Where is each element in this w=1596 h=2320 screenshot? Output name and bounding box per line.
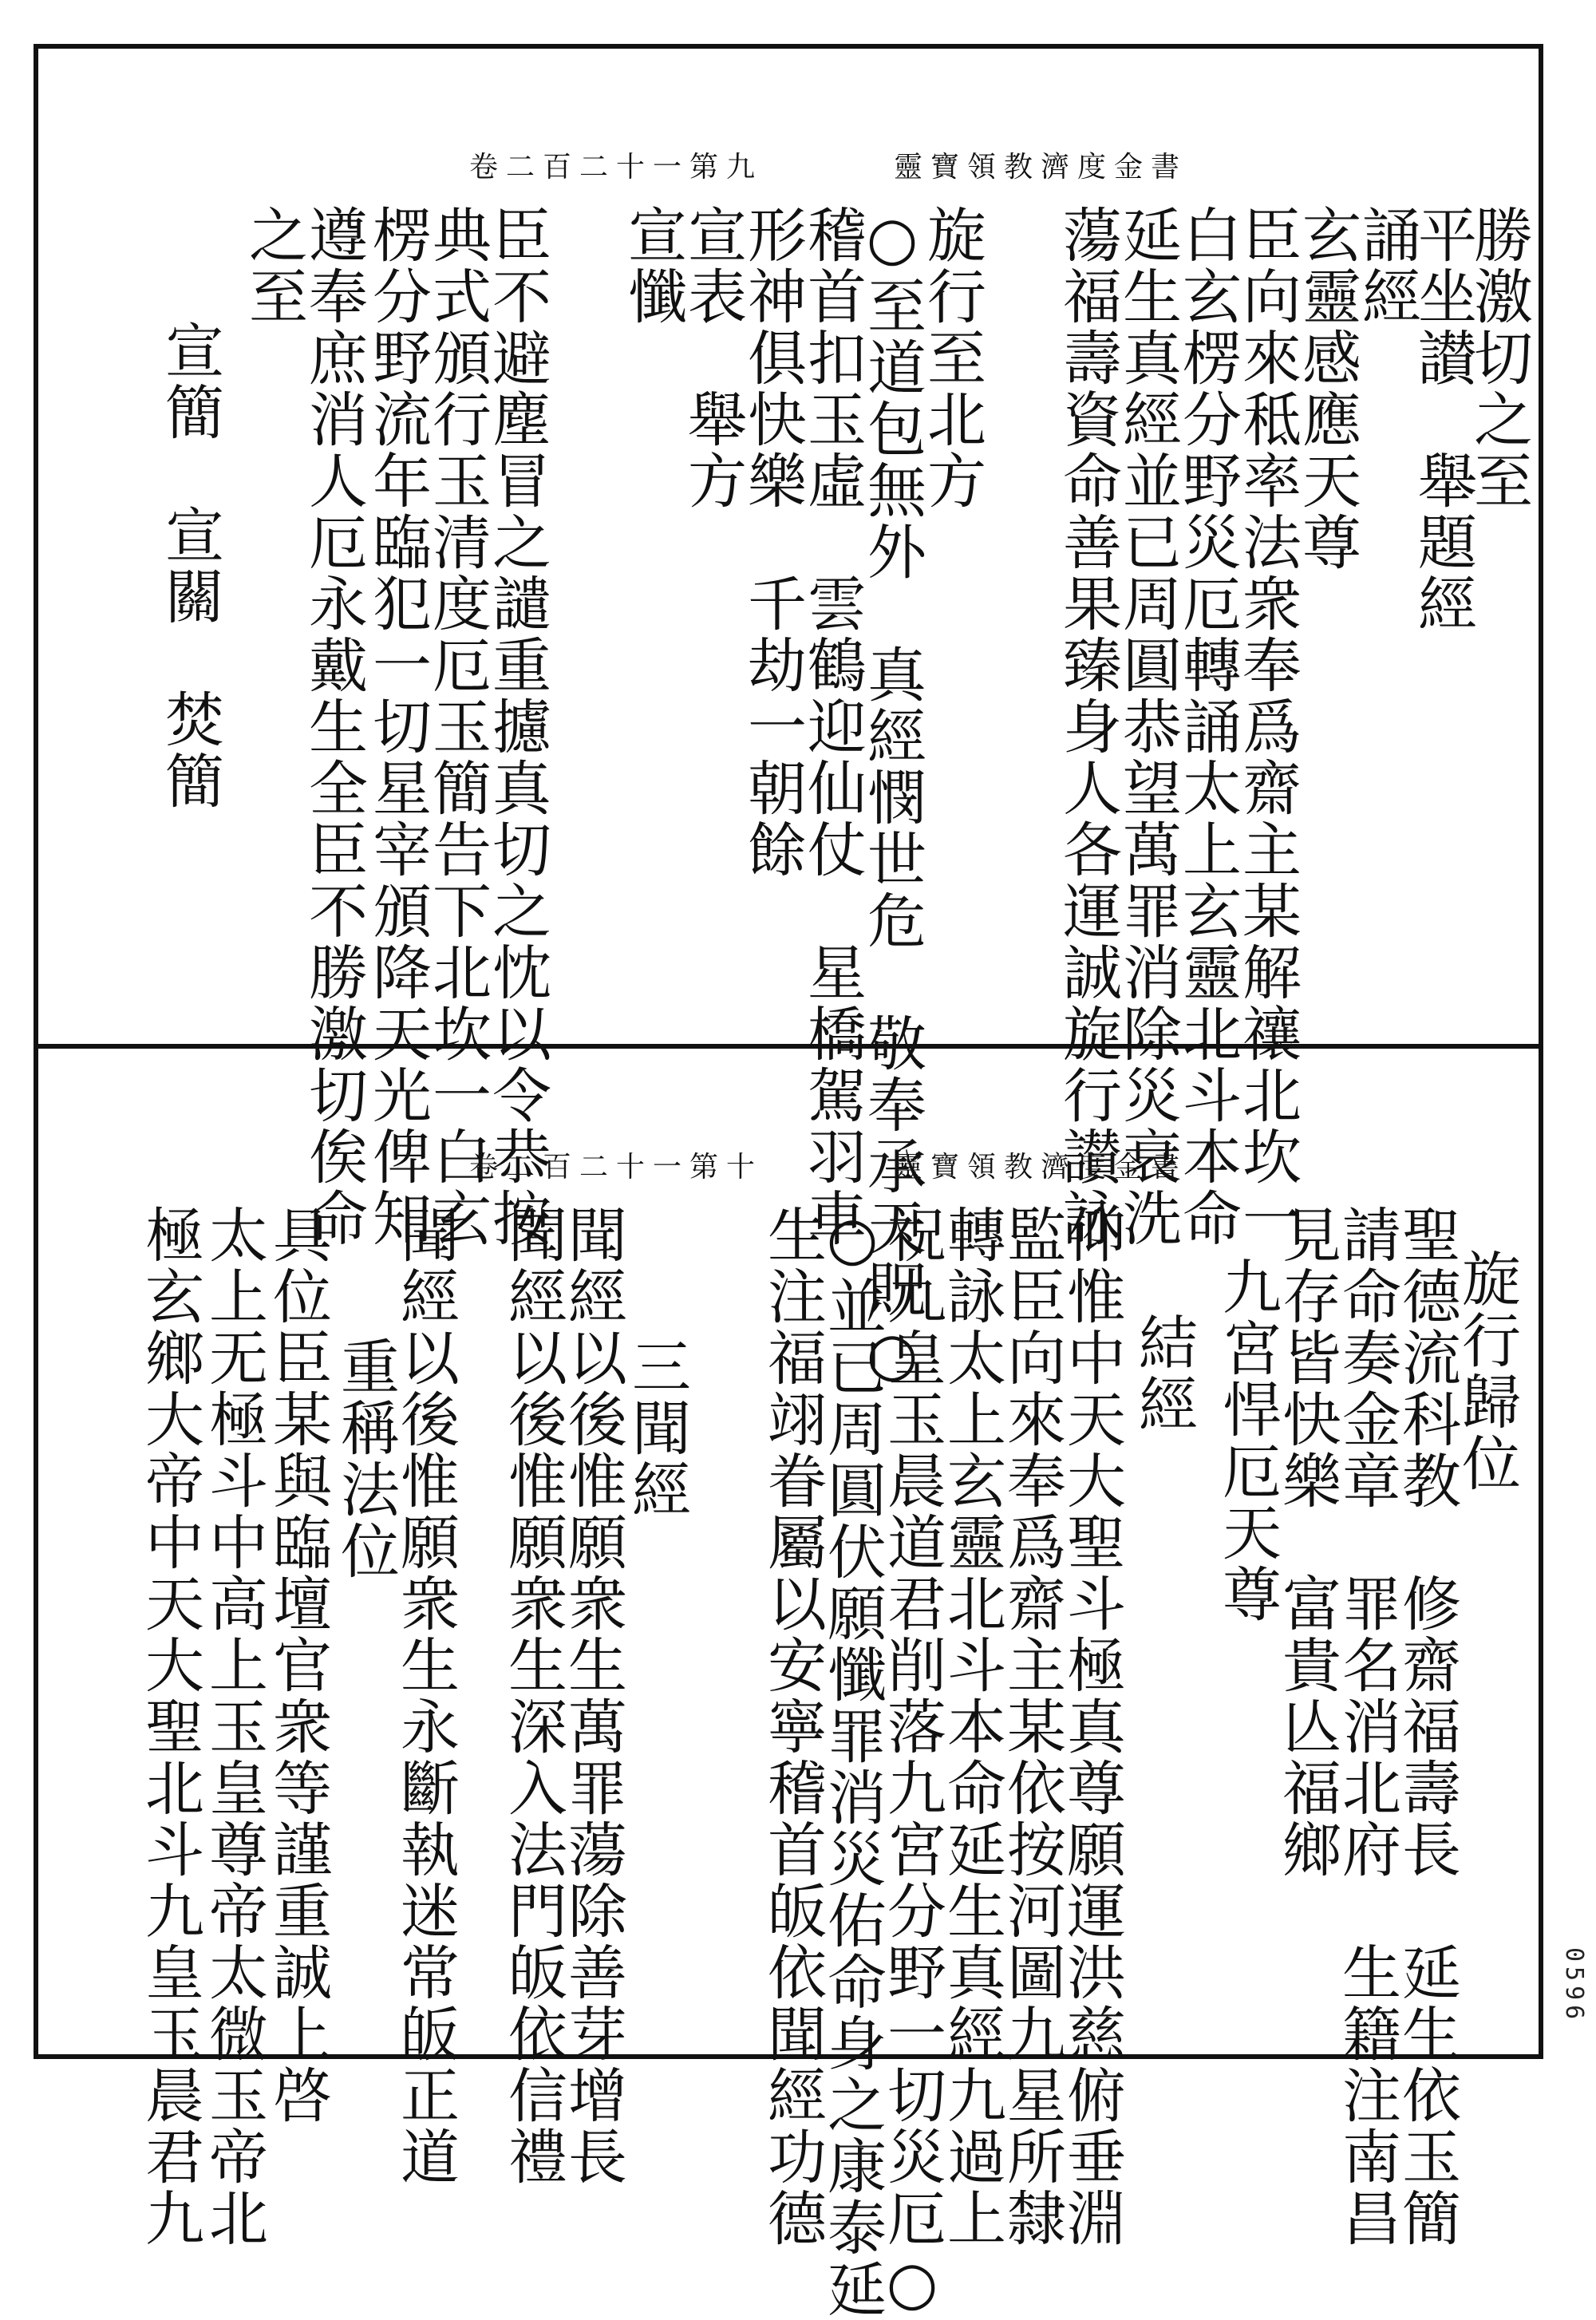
top-col-5: 臣向來秪率法衆奉爲齋主某解禳北坎一: [1233, 204, 1302, 1249]
bottom-col-4: 見存皆快樂 富貴亾福鄉: [1273, 1204, 1341, 1880]
bottom-header-volume: 卷二百二十一第十: [469, 1150, 764, 1184]
bottom-col-1: 旋行歸位: [1452, 1248, 1521, 1494]
bottom-header: [469, 1140, 1187, 1188]
top-col-10: ○至道包無外 真經憫世危 敬奉承天貺○: [858, 204, 926, 1391]
bottom-col-9: 轉詠太上玄靈北斗本命延生真經九過上: [938, 1204, 1006, 2249]
bottom-col-8: 監臣向來奉爲齋主某依按河圖九星所隸: [998, 1204, 1066, 2249]
bottom-col-19: 太上无極斗中高上玉皇尊帝太微玉帝北: [200, 1204, 268, 2249]
top-header-volume: 卷二百二十一第九: [469, 150, 764, 184]
bottom-col-12: 生注福翊眷屬以安寧稽首皈依聞經功德: [758, 1204, 827, 2249]
bottom-col-3: 請命奏金章 罪名消北府 生籍注南昌: [1333, 1204, 1401, 2249]
top-col-2: 平坐讃 舉題經: [1408, 204, 1477, 634]
top-col-18: 遵奉庶消人厄永戴生全臣不勝激切俟命: [299, 204, 368, 1249]
top-col-15: 臣不避塵冒之譴重攄真切之忱以令恭按: [483, 204, 551, 1249]
bottom-col-15: 聞經以後惟願衆生深入法門皈依信禮: [499, 1204, 567, 2188]
bottom-col-20: 極玄鄉大帝中天大聖北斗九皇玉晨君九: [136, 1204, 204, 2249]
top-header-title: 靈寶領教濟度金書: [893, 150, 1187, 184]
bottom-col-10: 祝九皇玉晨道君削落九宮分野一切災厄○: [878, 1204, 946, 2320]
bottom-col-18: 具位臣某與臨壇官衆等謹重誠上啓: [263, 1204, 332, 2126]
top-col-12: 形神俱快樂 千劫一朝餘: [738, 204, 807, 880]
top-col-19: 之至: [239, 204, 308, 327]
top-col-8: 蕩福壽資命善果臻身人各運誠旋行讃詠: [1053, 204, 1122, 1249]
top-col-14: 宣懺: [618, 204, 687, 327]
top-col-17: 楞分野流年臨犯一切星宰頒降天光俾知: [363, 204, 432, 1249]
bottom-header-title: 靈寶領教濟度金書: [893, 1150, 1187, 1184]
top-col-16: 典式頒行玉清度厄玉簡告下北坎一白玄: [423, 204, 492, 1249]
top-col-1: 勝激切之至: [1464, 204, 1533, 512]
bottom-col-13: 三聞經: [622, 1336, 691, 1520]
bottom-col-6: 結經: [1129, 1312, 1198, 1435]
top-col-3: 誦經: [1353, 204, 1421, 327]
top-col-20: 宣簡 宣關 焚簡: [156, 320, 224, 812]
bottom-col-17: 重稱法位: [331, 1336, 400, 1582]
bottom-col-16: 聞經以後惟願衆生永斷執迷常皈正道: [391, 1204, 460, 2188]
page-number: 0596: [1560, 1947, 1588, 2025]
bottom-col-5: 九宮悍厄天尊: [1213, 1256, 1282, 1625]
bottom-col-11: ○並已周圓伏願懺罪消災佑命身之康泰延: [818, 1204, 887, 2320]
bottom-col-2: 聖德流科教 修齋福壽長 延生依玉簡: [1393, 1204, 1461, 2249]
top-col-7: 延生真經並已周圓恭望萬罪消除災衰洗: [1113, 204, 1182, 1249]
top-col-13: 宣表 舉方: [678, 204, 747, 512]
bottom-col-7: 仰惟中天大聖斗極真尊願運洪慈俯垂淵: [1057, 1204, 1126, 2249]
bottom-panel: [38, 1049, 1539, 2320]
top-col-6: 白玄楞分野災厄轉誦太上玄靈北斗本命: [1173, 204, 1242, 1249]
top-col-11: 稽首扣玉虛 雲鶴迎仙仗 星橋駕羽車: [798, 204, 867, 1249]
top-col-4: 玄靈感應天尊: [1293, 204, 1361, 573]
top-col-9: 旋行至北方: [918, 204, 986, 512]
bottom-col-14: 聞經以後惟願衆生萬罪蕩除善芽增長: [559, 1204, 627, 2188]
top-header: [469, 140, 1187, 188]
